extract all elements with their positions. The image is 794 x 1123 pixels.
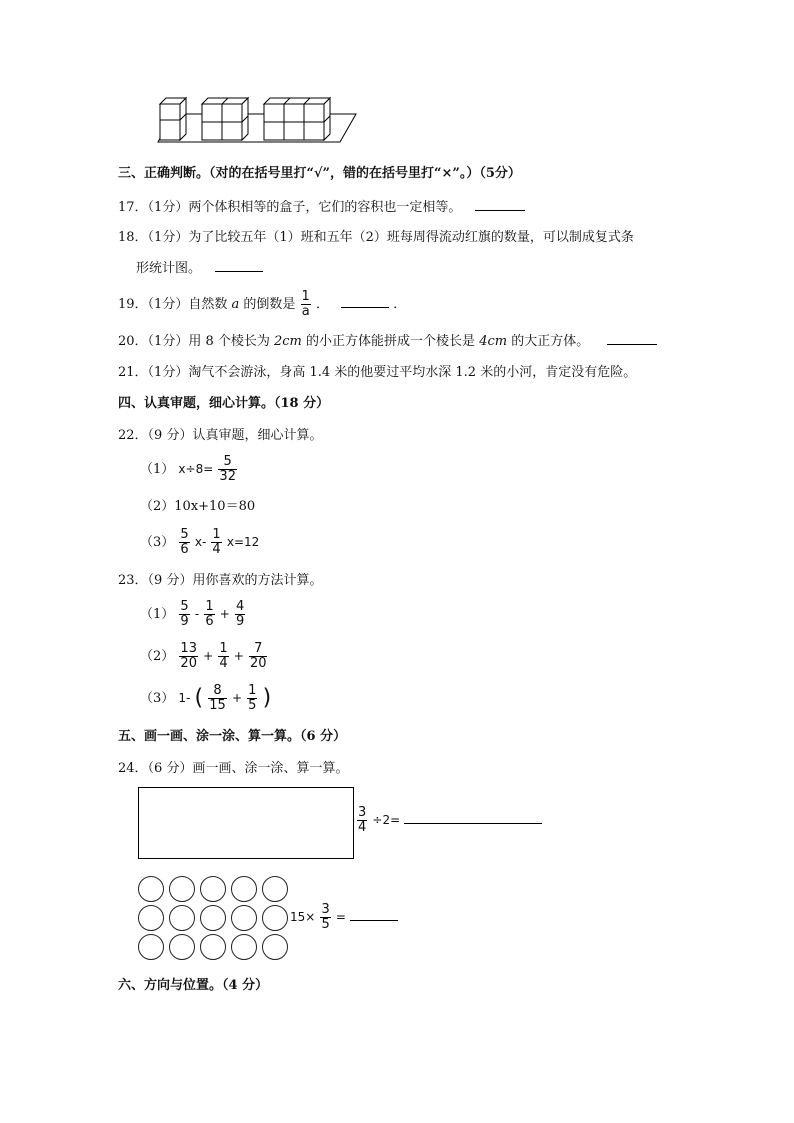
denominator: 32 (219, 469, 236, 484)
denominator: 4 (358, 820, 367, 835)
numerator: 1 (248, 683, 257, 698)
denominator: 6 (180, 542, 189, 557)
q23-1-fraction-2 (204, 600, 214, 629)
question-21: 21．（1分）淘气不会游泳，身高 1.4 米的他要过平均水深 1.2 米的小河，肯定没有危险。 (118, 365, 637, 380)
circle[interactable] (138, 934, 164, 960)
section4-title: 四、认真审题，细心计算。（18 分） (118, 396, 330, 411)
drawing-rectangle[interactable] (138, 787, 354, 859)
numerator: 3 (358, 805, 367, 820)
question-19 (118, 290, 406, 319)
numerator: 5 (180, 599, 189, 614)
circle[interactable] (169, 876, 195, 902)
q22-3-mid: x- (194, 535, 207, 549)
numerator: 1 (219, 641, 228, 656)
numerator: 5 (180, 527, 189, 542)
q23-2-fraction-3 (249, 642, 268, 671)
circle[interactable] (231, 876, 257, 902)
numerator: 4 (235, 599, 245, 614)
operator: + (203, 649, 214, 663)
circle[interactable] (200, 934, 226, 960)
rect-answer-blank[interactable] (404, 811, 542, 824)
circle-fraction (320, 903, 330, 932)
circle-pre: 15× (290, 910, 316, 924)
q23-2-fraction-2 (218, 642, 228, 671)
denominator: 5 (321, 917, 330, 932)
q23-1-fraction-3 (235, 600, 245, 629)
q18-answer-blank[interactable] (215, 259, 263, 272)
denominator: 15 (209, 698, 226, 713)
q19-answer-blank[interactable] (341, 295, 389, 308)
circle[interactable] (231, 905, 257, 931)
operator: + (233, 649, 244, 663)
denominator: 9 (235, 614, 245, 629)
q22-1-fraction (218, 455, 237, 484)
q22-1-expr: x÷8= (178, 462, 214, 476)
question-18-line1: 18．（1分）为了比较五年（1）班和五年（2）班每周得流动红旗的数量，可以制成复式条 (118, 230, 634, 245)
question-23: 23．（9 分）用你喜欢的方法计算。 (118, 573, 323, 588)
q19-fraction (301, 290, 311, 319)
q19-denominator: a (301, 304, 310, 319)
numerator: 1 (212, 527, 221, 542)
section5-title: 五、画一画、涂一涂、算一算。（6 分） (118, 729, 347, 744)
q22-3-label: （3） (140, 535, 175, 550)
q20-answer-blank[interactable] (607, 332, 657, 345)
q18-text: 形统计图。 (136, 261, 202, 276)
q22-part3 (140, 528, 259, 557)
numerator: 13 (180, 641, 197, 656)
denominator: 20 (249, 656, 267, 671)
circle[interactable] (169, 934, 195, 960)
q22-3-fraction-1 (179, 528, 189, 557)
operator: + (231, 691, 243, 705)
circle-answer-blank[interactable] (350, 908, 398, 921)
q19-end: ． (393, 297, 407, 312)
q23-2-fraction-1 (179, 642, 198, 671)
q17-answer-blank[interactable] (475, 198, 525, 211)
numerator: 7 (254, 641, 263, 656)
q23-3-fraction-2 (247, 684, 257, 713)
q23-3-label: （3） (140, 691, 175, 706)
question-17 (118, 198, 525, 217)
circle[interactable] (200, 905, 226, 931)
q23-3-pre: 1- (178, 691, 191, 705)
q23-3-fraction-1 (208, 684, 227, 713)
numerator: 8 (213, 683, 222, 698)
question-24: 24．（6 分）画一画、涂一涂、算一算。 (118, 761, 349, 776)
q22-part1 (140, 455, 238, 484)
q22-3-end: x=12 (226, 535, 260, 549)
circle[interactable] (138, 876, 164, 902)
q19-variable: a (231, 297, 240, 312)
circle[interactable] (262, 934, 288, 960)
rect-expression (356, 806, 542, 835)
q23-part3 (140, 684, 271, 713)
numerator: 5 (223, 454, 232, 469)
q20-b: 2cm (274, 334, 302, 349)
question-20 (118, 332, 657, 351)
q19-dot: ． (315, 297, 329, 312)
circle[interactable] (169, 905, 195, 931)
q17-text: 17．（1分）两个体积相等的盒子，它们的容积也一定相等。 (118, 200, 462, 215)
denominator: 4 (219, 656, 228, 671)
q20-e: 的大正方体。 (511, 334, 590, 349)
q22-1-label: （1） (140, 462, 175, 477)
q22-3-fraction-2 (211, 528, 221, 557)
q23-part2 (140, 642, 268, 671)
section3-title: 三、正确判断。（对的在括号里打“√”，错的在括号里打“×”。）（5分） (118, 166, 521, 181)
q20-a: 20．（1分）用 8 个棱长为 (118, 334, 270, 349)
circle-grid (138, 876, 288, 960)
q19-mid: 的倒数是 (243, 297, 296, 312)
rect-fraction (357, 806, 367, 835)
circle[interactable] (138, 905, 164, 931)
q20-d: 4cm (479, 334, 508, 349)
q19-numerator: 1 (301, 289, 310, 304)
denominator: 5 (248, 698, 257, 713)
left-paren: ( (194, 685, 204, 711)
right-paren: ) (262, 685, 272, 711)
circle-expression (290, 903, 398, 932)
q23-part1 (140, 600, 246, 629)
cubes-figure (140, 96, 360, 146)
question-22: 22．（9 分）认真审题，细心计算。 (118, 428, 323, 443)
circle[interactable] (200, 876, 226, 902)
circle-eq: = (335, 910, 346, 924)
operator: - (194, 607, 200, 621)
denominator: 4 (212, 542, 221, 557)
denominator: 9 (180, 614, 189, 629)
operator: + (219, 607, 230, 621)
q23-2-label: （2） (140, 649, 175, 664)
circle[interactable] (262, 876, 288, 902)
q23-1-label: （1） (140, 607, 175, 622)
denominator: 20 (180, 656, 197, 671)
section6-title: 六、方向与位置。（4 分） (118, 978, 269, 993)
denominator: 6 (205, 614, 214, 629)
rect-expr: ÷2= (372, 813, 401, 827)
circle[interactable] (262, 905, 288, 931)
question-18-line2 (136, 259, 263, 278)
numerator: 1 (205, 599, 214, 614)
q19-prefix: 19．（1分）自然数 (118, 297, 228, 312)
q23-1-fraction-1 (179, 600, 189, 629)
q22-part2: （2）10x+10＝80 (140, 499, 256, 514)
numerator: 3 (321, 902, 330, 917)
circle[interactable] (231, 934, 257, 960)
q20-c: 的小正方体能拼成一个棱长是 (306, 334, 476, 349)
